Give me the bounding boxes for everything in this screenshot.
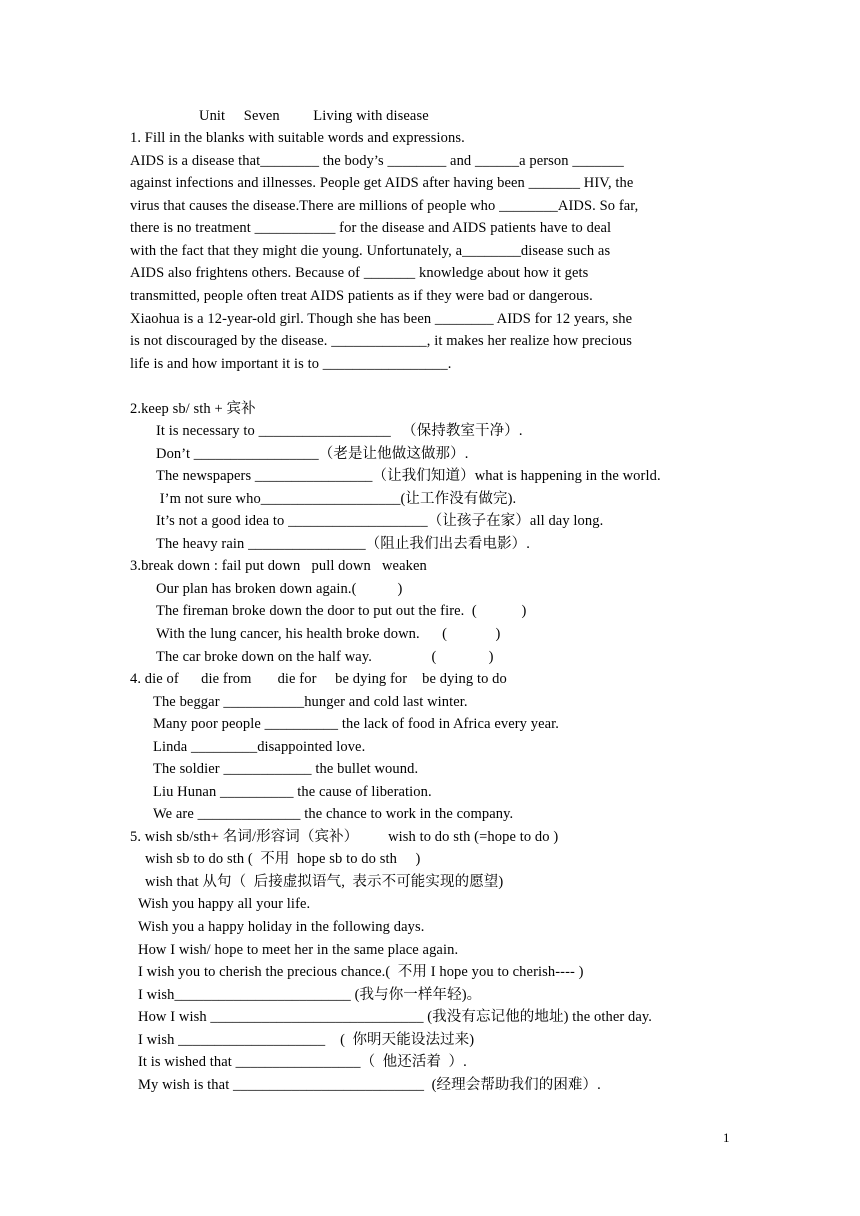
exercise-line: The newspapers ________________（让我们知道）what is happening in the world. xyxy=(156,468,661,484)
exercise-line: It is wished that _________________（ 他还活着 ）. xyxy=(138,1054,467,1070)
paragraph-line: against infections and illnesses. People get AIDS after having been _______ HIV, the xyxy=(130,175,634,191)
paragraph-line: Xiaohua is a 12-year-old girl. Though she has been ________ AIDS for 12 years, she xyxy=(130,311,633,327)
section-3-heading: 3.break down : fail put down pull down weaken xyxy=(130,558,427,574)
paragraph-line: there is no treatment ___________ for the disease and AIDS patients have to deal xyxy=(130,220,612,236)
exercise-line: I’m not sure who___________________(让工作没有做完). xyxy=(156,491,517,507)
exercise-line: How I wish _____________________________ (我没有忘记他的地址) the other day. xyxy=(138,1009,653,1025)
exercise-line: With the lung cancer, his health broke down. ( ) xyxy=(156,626,501,642)
section-1-heading: 1. Fill in the blanks with suitable words and expressions. xyxy=(130,130,465,146)
exercise-line: The soldier ____________ the bullet wound. xyxy=(153,761,419,777)
exercise-line: The heavy rain ________________（阻止我们出去看电影）. xyxy=(156,536,531,552)
document-title: Unit Seven Living with disease xyxy=(199,108,429,124)
exercise-line: I wish ____________________ ( 你明天能设法过来) xyxy=(138,1032,475,1048)
section-4-heading: 4. die of die from die for be dying for be dying to do xyxy=(130,671,507,687)
exercise-line: My wish is that __________________________ (经理会帮助我们的困难）. xyxy=(138,1077,601,1093)
paragraph-line: transmitted, people often treat AIDS patients as if they were bad or dangerous. xyxy=(130,288,593,304)
note-line: wish sb to do sth ( 不用 hope sb to do sth ) xyxy=(145,851,421,867)
paragraph-line: AIDS is a disease that________ the body’s ________ and ______a person _______ xyxy=(130,153,624,169)
paragraph-line: with the fact that they might die young. Unfortunately, a________disease such as xyxy=(130,243,611,259)
example-line: How I wish/ hope to meet her in the same place again. xyxy=(138,942,459,958)
paragraph-line: virus that causes the disease.There are millions of people who ________AIDS. So far, xyxy=(130,198,639,214)
example-line: I wish you to cherish the precious chance.( 不用 I hope you to cherish---- ) xyxy=(138,964,584,980)
section-2-heading: 2.keep sb/ sth + 宾补 xyxy=(130,401,256,417)
paragraph-line: life is and how important it is to _________________. xyxy=(130,356,452,372)
exercise-line: It is necessary to __________________ （保持教室干净）. xyxy=(156,423,523,439)
exercise-line: The fireman broke down the door to put out the fire. ( ) xyxy=(156,603,527,619)
exercise-line: Linda _________disappointed love. xyxy=(153,739,366,755)
exercise-line: Liu Hunan __________ the cause of liberation. xyxy=(153,784,432,800)
paragraph-line: AIDS also frightens others. Because of _______ knowledge about how it gets xyxy=(130,265,589,281)
exercise-line: The beggar ___________hunger and cold last winter. xyxy=(153,694,468,710)
example-line: Wish you happy all your life. xyxy=(138,896,311,912)
exercise-line: Don’t _________________（老是让他做这做那）. xyxy=(156,446,469,462)
exercise-line: The car broke down on the half way. ( ) xyxy=(156,649,494,665)
note-line: wish that 从句（ 后接虚拟语气, 表示不可能实现的愿望) xyxy=(145,874,504,890)
exercise-line: We are ______________ the chance to work in the company. xyxy=(153,806,514,822)
exercise-line: Many poor people __________ the lack of food in Africa every year. xyxy=(153,716,560,732)
section-5-heading: 5. wish sb/sth+ 名词/形容词（宾补） wish to do sth (=hope to do ) xyxy=(130,829,559,845)
example-line: Wish you a happy holiday in the following days. xyxy=(138,919,425,935)
exercise-line: It’s not a good idea to ___________________（让孩子在家）all day long. xyxy=(156,513,604,529)
paragraph-line: is not discouraged by the disease. _____________, it makes her realize how precious xyxy=(130,333,632,349)
exercise-line: Our plan has broken down again.( ) xyxy=(156,581,403,597)
exercise-line: I wish________________________ (我与你一样年轻)。 xyxy=(138,987,482,1003)
page-number: 1 xyxy=(723,1130,730,1145)
